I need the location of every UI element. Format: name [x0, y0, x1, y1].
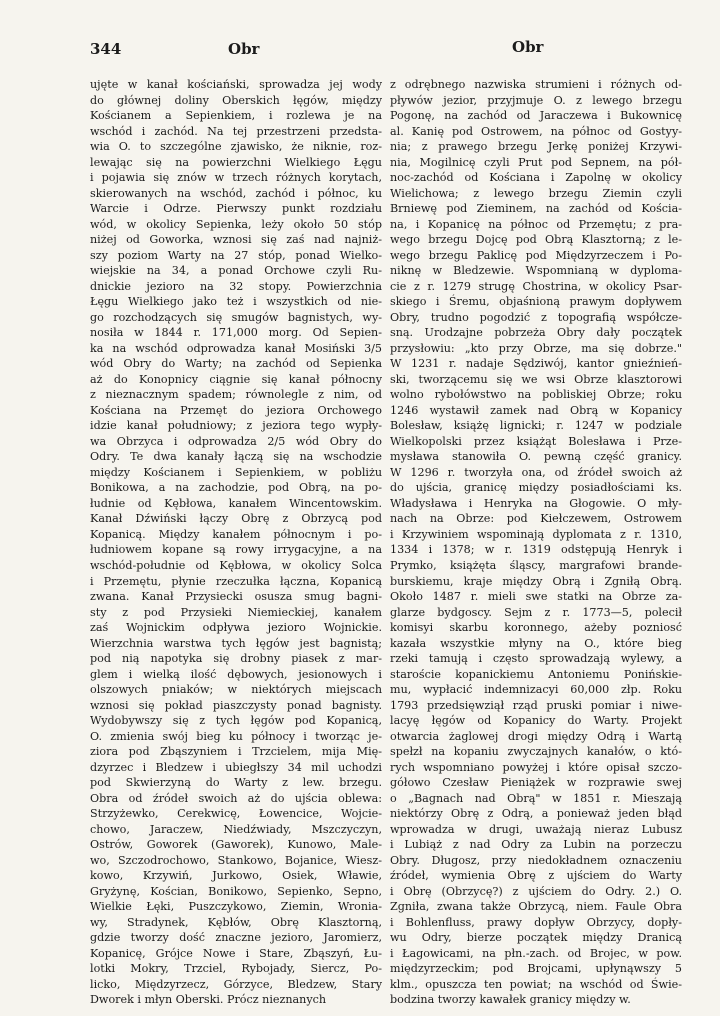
text-line: z odrębnego nazwiska strumieni i różnych od- — [390, 78, 682, 91]
text-line: glem i wielką ilość dębowych, jesionowych i — [90, 667, 382, 681]
page-header — [0, 40, 720, 66]
text-line: Władysława i Henryka na Głogowie. O mły- — [390, 496, 682, 510]
text-line: Kanał Dźwiński łączy Obrę z Obrzycą pod — [90, 512, 382, 526]
text-line: Około 1487 r. mieli swe statki na Obrze za- — [390, 590, 682, 604]
text-line: kazała wszystkie młyny na O., które bieg — [390, 636, 682, 650]
text-line: wy, Stradynek, Kębłów, Obrę Klasztorną, — [90, 915, 382, 929]
text-line: mu, wypłacić indemnizacyi 60,000 złp. Roku — [390, 683, 682, 697]
text-line: wia O. to szczególne zjawisko, że niknie, roz- — [90, 140, 382, 154]
text-line: Dworek i młyn Oberski. Prócz nieznanych — [90, 993, 327, 1007]
text-line: Gryżynę, Kościan, Bonikowo, Sepienko, Sepno, — [90, 884, 382, 898]
text-line: na, i Kopanicę na północ od Przemętu; z pra- — [390, 217, 682, 231]
text-line: niżej od Goworka, wznosi się zaś nad najniż- — [90, 233, 382, 247]
text-line: pod nią napotyka się drobny piasek z mar- — [90, 652, 382, 666]
text-line: go rozchodzących się smugów bagnistych, wy- — [90, 310, 382, 324]
text-line: i pojawia się znów w trzech różnych korytach, — [90, 171, 382, 185]
text-line: rzeki tamują i często sprowadzają wylewy, a — [390, 652, 682, 666]
text-line: lacyę łęgów od Kopanicy do Warty. Projekt — [390, 714, 682, 728]
text-line: licko, Międzyrzecz, Górzyce, Bledzew, Stary — [90, 977, 382, 991]
text-line: Zgniła, zwana także Obrzycą, niem. Faule Obra — [390, 900, 682, 914]
text-line: do głównej doliny Oberskich łęgów, między — [90, 93, 382, 107]
text-line: wód, w okolicy Sepienka, leży około 50 stóp — [90, 217, 382, 231]
text-line: nia, Mogilnicę czyli Prut pod Sepnem, na pół- — [390, 155, 682, 169]
text-line: pływów jezior, przyjmuje O. z lewego brzegu — [390, 93, 682, 107]
text-line: do ujścia, granicę między posiadłościami ks. — [390, 481, 682, 495]
text-line: gółowo Czesław Pieniążek w rozprawie swej — [390, 776, 682, 790]
text-line: wego brzegu Dojcę pod Obrą Klasztorną; z le- — [390, 233, 682, 247]
text-line: Kopanicę, Grójce Nowe i Stare, Zbąszyń, Łu- — [90, 946, 382, 960]
text-line: klm., opuszcza ten powiat; na wschód od Świe- — [390, 977, 682, 991]
text-line: niektórzy Obrę z Odrą, a ponieważ jeden błąd — [390, 807, 682, 821]
text-line: przysłowiu: „kto przy Obrze, ma się dobrze." — [390, 341, 682, 355]
left-running-head: Obr — [228, 40, 260, 58]
text-line: łudniowem kopane są rowy irrygacyjne, a na — [90, 543, 382, 557]
text-line: i Obrę (Obrzycę?) z ujściem do Odry. 2.) O. — [390, 884, 682, 898]
text-line: otwarcia żaglowej drogi między Odrą i Wartą — [390, 729, 682, 743]
text-line: olszowych pniaków; w niektórych miejscach — [90, 683, 382, 697]
text-line: wznosi się pokład piaszczysty ponad bagnisty. — [90, 698, 382, 712]
text-line: i Krzywiniem wspominają dyplomata z r. 1310, — [390, 527, 682, 541]
text-line: nach na Obrze: pod Kiełczewem, Ostrowem — [390, 512, 682, 526]
text-line: skierowanych na wschód, zachód i północ, ku — [90, 186, 382, 200]
text-line: O. zmienia swój bieg ku północy i tworząc je- — [90, 729, 382, 743]
text-line: bodzina tworzy kawałek granicy między w. — [390, 993, 631, 1007]
text-line: wód Obry do Warty; na zachód od Sepienka — [90, 357, 382, 371]
text-line: z nieznacznym spadem; równolegle z nim, od — [90, 388, 382, 402]
text-line: Wierzchnia warstwa tych łęgów jest bagnistą; — [90, 636, 382, 650]
text-line: W 1231 r. nadaje Sędziwój, kantor gnieźnień- — [390, 357, 682, 371]
text-line: staroście kopanickiemu Antoniemu Ponińskie- — [390, 667, 682, 681]
text-line: Strzyżewko, Cerekwicę, Łowencice, Wojcie- — [90, 807, 382, 821]
text-line: cie z r. 1279 strugę Chostrina, w okolicy Psar- — [390, 279, 682, 293]
text-line: Wydobywszy się z tych łęgów pod Kopanicą, — [90, 714, 382, 728]
text-line: Obry. Długosz, przy niedokładnem oznaczeniu — [390, 853, 682, 867]
text-line: wa Obrzyca i odprowadza 2/5 wód Obry do — [90, 434, 382, 448]
text-line: wolno rybołówstwo na pobliskiej Obrze; roku — [390, 388, 682, 402]
text-line: Odry. Te dwa kanały łączą się na wschodzie — [90, 450, 382, 464]
text-line: Brniewę pod Zieminem, na zachód od Kościa- — [390, 202, 682, 216]
text-line: Obry, trudno pogodzić z topografią współcze- — [390, 310, 682, 324]
text-line: nosiła w 1844 r. 171,000 morg. Od Sepien- — [90, 326, 382, 340]
text-line: zwana. Kanał Przysiecki osusza smug bagni- — [90, 590, 382, 604]
text-line: sty z pod Przysieki Niemieckiej, kanałem — [90, 605, 382, 619]
text-line: Wielichowa; z lewego brzegu Ziemin czyli — [390, 186, 682, 200]
text-line: wu Odry, bierze początek między Dranicą — [390, 931, 682, 945]
text-line: skiego i Śremu, objaśnioną prawym dopływem — [390, 295, 682, 309]
text-line: wego brzegu Paklicę pod Międzyrzeczem i Po- — [390, 248, 682, 262]
text-line: i Łagowicami, na płn.-zach. od Brojec, w pow. — [390, 946, 682, 960]
text-line: Ostrów, Goworek (Gaworek), Kunowo, Male- — [90, 838, 382, 852]
page-number: 344 — [90, 40, 122, 58]
text-line: wiejskie na 34, a ponad Orchowe czyli Ru- — [90, 264, 382, 278]
text-line: glarze bydgoscy. Sejm z r. 1773—5, polecił — [390, 605, 682, 619]
text-line: zaś Wojnickim odpływa jezioro Wojnickie. — [90, 621, 382, 635]
text-line: ujęte w kanał kościański, sprowadza jej wody — [90, 78, 382, 91]
text-line: źródeł, wymienia Obrę z ujściem do Warty — [390, 869, 682, 883]
text-line: wschód-południe od Kębłowa, w okolicy Solca — [90, 558, 382, 572]
text-line: chowo, Jaraczew, Niedźwiady, Mszczyczyn, — [90, 822, 382, 836]
text-line: Kościanem a Sepienkiem, i rozlewa je na — [90, 109, 382, 123]
text-line: Bonikowa, a na zachodzie, pod Obrą, na po- — [90, 481, 382, 495]
text-line: szy poziom Warty na 27 stóp, ponad Wielko- — [90, 248, 382, 262]
text-line: noc-zachód od Kościana i Zapolnę w okolicy — [390, 171, 682, 185]
right-running-head: Obr — [512, 38, 544, 56]
text-line: mysława stanowiła O. pewną część granicy. — [390, 450, 682, 464]
text-line: niknę w Bledzewie. Wspomnianą w dyploma- — [390, 264, 682, 278]
text-line: 1793 przedsięwziął rząd pruski pomiar i niwe- — [390, 698, 682, 712]
text-line: Kościana na Przemęt do jeziora Orchowego — [90, 403, 382, 417]
text-line: między Kościanem i Sepienkiem, w pobliżu — [90, 465, 382, 479]
text-line: ziora pod Zbąszyniem i Trzcielem, mija Mię- — [90, 745, 382, 759]
text-line: i Bohlenfluss, prawy dopływ Obrzycy, dopły- — [390, 915, 682, 929]
text-line: aż do Konopnicy ciągnie się kanał północny — [90, 372, 382, 386]
text-line: Bolesław, książę lignicki; r. 1247 w podziale — [390, 419, 682, 433]
text-line: spełzł na kopaniu zwyczajnych kanałów, o któ- — [390, 745, 682, 759]
text-line: o „Bagnach nad Obrą" w 1851 r. Mieszają — [390, 791, 682, 805]
text-line: kowo, Krzywiń, Jurkowo, Osiek, Wławie, — [90, 869, 382, 883]
text-line: lotki Mokry, Trzciel, Rybojady, Siercz, Po- — [90, 962, 382, 976]
text-line: 1246 wystawił zamek nad Obrą w Kopanicy — [390, 403, 682, 417]
text-line: Obra od źródeł swoich aż do ujścia oblewa: — [90, 791, 382, 805]
text-line: sną. Urodzajne pobrzeża Obry dały początek — [390, 326, 682, 340]
text-line: międzyrzeckim; pod Brojcami, upłynąwszy 5 — [390, 962, 682, 976]
text-line: Prymko, książęta śląscy, margrafowi brande- — [390, 558, 682, 572]
text-line: i Lubiąż z nad Odry za Lubin na porzeczu — [390, 838, 682, 852]
text-line: pod Skwierzyną do Warty z lew. brzegu. — [90, 776, 382, 790]
text-line: i Przemętu, płynie rzeczułka łączna, Kopanicą — [90, 574, 382, 588]
left-text-column — [90, 77, 382, 1008]
text-line: gdzie tworzy dość znaczne jezioro, Jaromierz, — [90, 931, 382, 945]
text-line: Kopanicą. Między kanałem północnym i po- — [90, 527, 382, 541]
text-line: dnickie jezioro na 32 stopy. Powierzchnia — [90, 279, 382, 293]
text-line: Łęgu Wielkiego jako też i wszystkich od nie- — [90, 295, 382, 309]
text-line: dzyrzec i Bledzew i ubiegłszy 34 mil uchodzi — [90, 760, 382, 774]
text-line: ka na wschód odprowadza kanał Mosiński 3/5 — [90, 341, 382, 355]
text-line: ski, tworzącemu się we wsi Obrze klasztorowi — [390, 372, 682, 386]
right-text-column — [390, 77, 682, 1008]
text-line: nia; z prawego brzegu Jerkę poniżej Krzywi- — [390, 140, 682, 154]
text-line: al. Kanię pod Ostrowem, na północ od Gostyy- — [390, 124, 682, 138]
text-line: Pogonę, na zachód od Jaraczewa i Bukownicę — [390, 109, 682, 123]
text-line: lewając się na powierzchni Wielkiego Łęgu — [90, 155, 382, 169]
text-line: Warcie i Odrze. Pierwszy punkt rozdziału — [90, 202, 382, 216]
text-line: łudnie od Kębłowa, kanałem Wincentowskim. — [90, 496, 382, 510]
text-line: wo, Szczodrochowo, Stankowo, Bojanice, Wiesz- — [90, 853, 382, 867]
text-line: wprowadza w drugi, uważają nieraz Lubusz — [390, 822, 682, 836]
text-line: wschód i zachód. Na tej przestrzeni przedsta- — [90, 124, 382, 138]
text-line: Wielkopolski przez książąt Bolesława i Prze- — [390, 434, 682, 448]
text-line: rych wspomniano powyżej i które opisał szczo- — [390, 760, 682, 774]
text-line: komisyi skarbu koronnego, ażeby pozniosć — [390, 621, 682, 635]
text-line: Wielkie Łęki, Puszczykowo, Ziemin, Wronia- — [90, 900, 382, 914]
text-line: W 1296 r. tworzyła ona, od źródeł swoich aż — [390, 465, 682, 479]
text-line: idzie kanał południowy; z jeziora tego wypły- — [90, 419, 382, 433]
text-line: 1334 i 1378; w r. 1319 odstępują Henryk i — [390, 543, 682, 557]
text-line: burskiemu, kraje między Obrą i Zgniłą Obrą. — [390, 574, 682, 588]
